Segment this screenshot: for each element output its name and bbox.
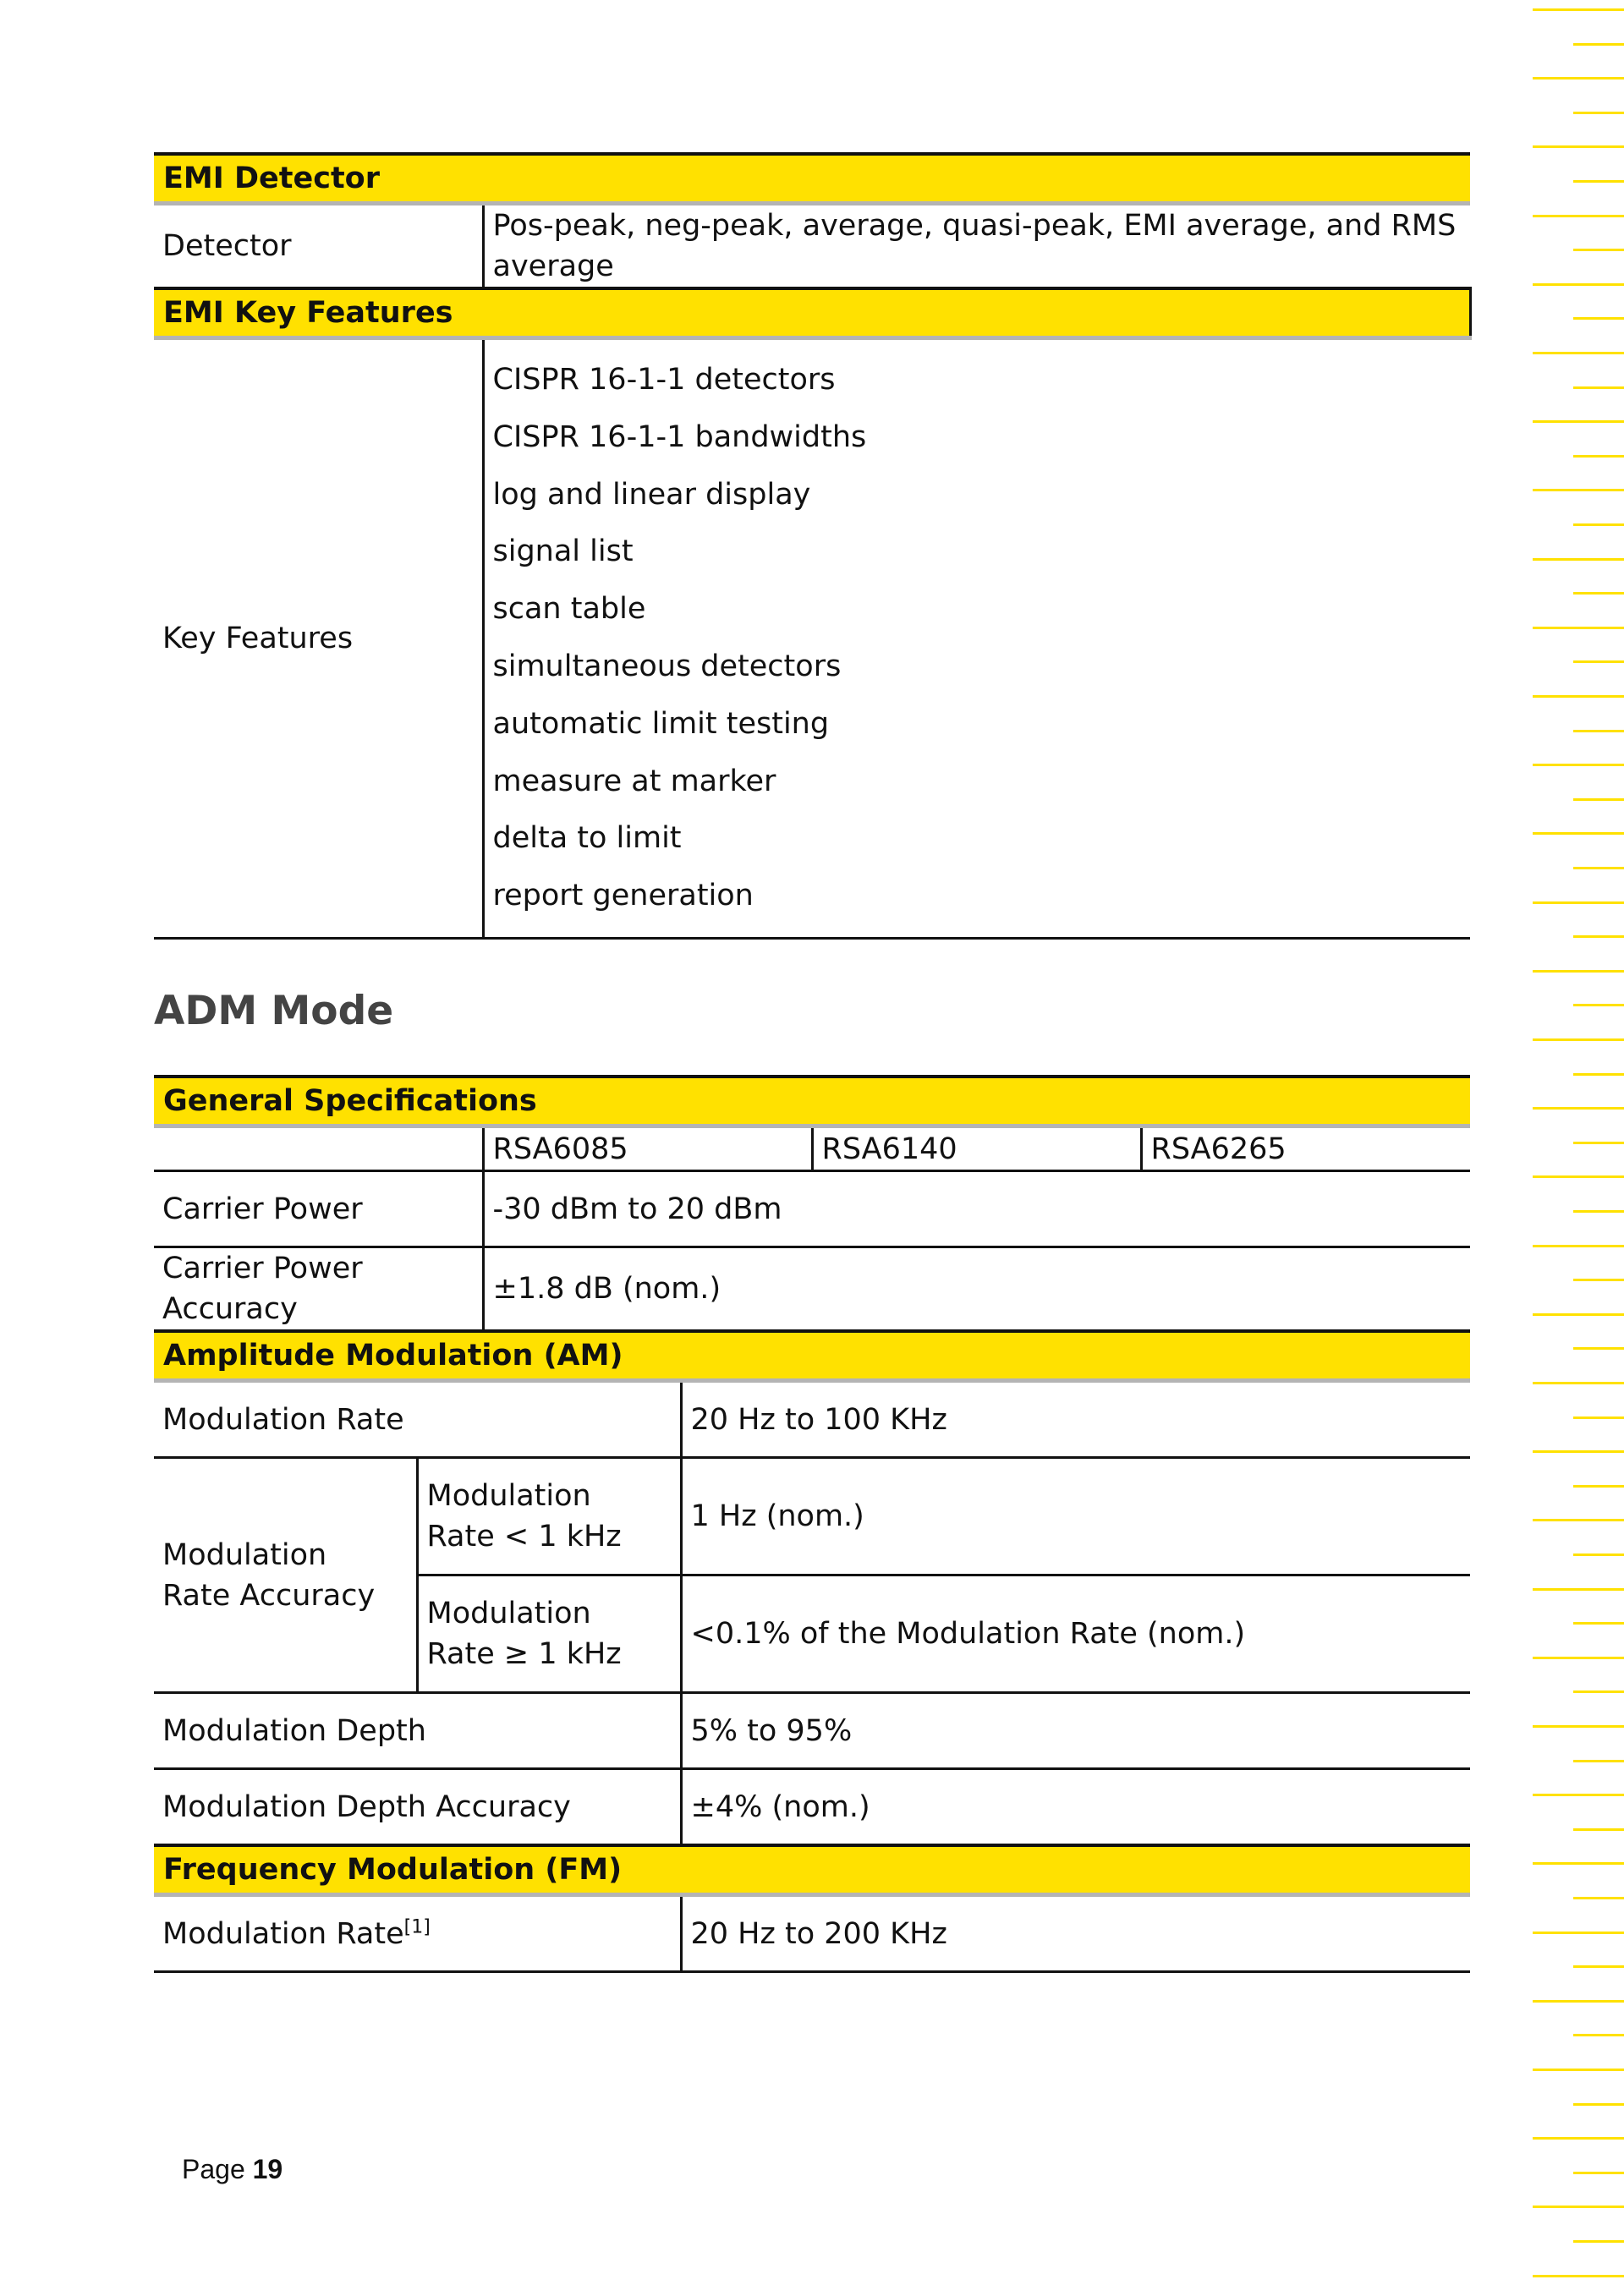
ruler-tick: [1573, 455, 1624, 458]
list-item: signal list: [492, 534, 634, 569]
emi-detector-header: EMI Detector: [154, 154, 1470, 204]
ruler-tick: [1573, 1760, 1624, 1762]
model-rsa6265: RSA6265: [1141, 1126, 1470, 1171]
fm-modulation-rate-label: [154, 1895, 681, 1972]
ruler-tick: [1573, 2034, 1624, 2036]
page-number-value: 19: [252, 2154, 283, 2184]
list-item: CISPR 16-1-1 bandwidths: [492, 419, 867, 454]
ruler-tick: [1533, 1862, 1624, 1865]
carrier-power-label: Carrier Power: [154, 1171, 483, 1247]
ruler-tick: [1533, 695, 1624, 698]
ruler-tick: [1573, 1417, 1624, 1419]
ruler-tick: [1533, 8, 1624, 11]
ruler-tick: [1573, 386, 1624, 389]
list-item: simultaneous detectors: [492, 649, 842, 683]
ruler-tick: [1573, 1347, 1624, 1350]
am-rate-high-value: <0.1% of the Modulation Rate (nom.): [681, 1575, 1470, 1693]
ruler-tick: [1573, 660, 1624, 663]
ruler-tick: [1533, 489, 1624, 491]
ruler-tick: [1573, 1965, 1624, 1968]
ruler-tick: [1533, 764, 1624, 766]
ruler-tick: [1573, 249, 1624, 251]
am-depth-label: Modulation Depth: [154, 1693, 681, 1769]
ruler-tick: [1573, 1622, 1624, 1625]
ruler-tick: [1533, 1588, 1624, 1591]
ruler-tick: [1533, 1245, 1624, 1247]
ruler-tick: [1573, 867, 1624, 869]
ruler-tick: [1533, 1450, 1624, 1453]
list-item: delta to limit: [492, 821, 682, 856]
key-features-list: [483, 338, 1470, 939]
am-rate-low-value: 1 Hz (nom.): [681, 1458, 1470, 1575]
ruler-tick: [1533, 2137, 1624, 2140]
section-title-adm-mode: ADM Mode: [154, 988, 394, 1034]
ruler-tick: [1573, 1004, 1624, 1006]
ruler-tick: [1573, 1553, 1624, 1556]
am-modulation-rate-value: 20 Hz to 100 KHz: [681, 1381, 1470, 1458]
am-rate-accuracy-text: Modulation Rate Accuracy: [162, 1537, 376, 1613]
am-depth-value: 5% to 95%: [681, 1693, 1470, 1769]
ruler-tick: [1533, 558, 1624, 561]
am-rate-accuracy-label: [154, 1458, 417, 1693]
ruler-tick: [1573, 935, 1624, 938]
ruler-tick: [1533, 2069, 1624, 2071]
ruler-tick: [1533, 145, 1624, 148]
ruler-tick: [1573, 2103, 1624, 2106]
model-rsa6140: RSA6140: [812, 1126, 1141, 1171]
am-rate-high-condition-text: Modulation Rate ≥ 1 kHz: [426, 1597, 622, 1671]
side-ruler: [1529, 0, 1624, 2296]
adm-spec-table: [154, 1075, 1470, 1973]
ruler-tick: [1533, 1794, 1624, 1796]
ruler-tick: [1533, 1175, 1624, 1178]
ruler-tick: [1533, 1107, 1624, 1110]
fm-header: Frequency Modulation (FM): [154, 1845, 1470, 1895]
ruler-tick: [1573, 523, 1624, 526]
ruler-tick: [1573, 798, 1624, 801]
ruler-tick: [1533, 1313, 1624, 1316]
ruler-tick: [1533, 832, 1624, 835]
am-rate-high-condition: [417, 1575, 681, 1693]
general-specifications-header: General Specifications: [154, 1077, 1470, 1126]
ruler-tick: [1533, 1725, 1624, 1728]
ruler-tick: [1533, 1038, 1624, 1041]
ruler-tick: [1533, 1932, 1624, 1934]
ruler-tick: [1573, 592, 1624, 595]
ruler-tick: [1533, 77, 1624, 79]
emi-spec-table: [154, 152, 1472, 940]
detector-label: Detector: [162, 229, 292, 263]
list-item: automatic limit testing: [492, 706, 830, 741]
ruler-tick: [1533, 2000, 1624, 2003]
page-label: Page: [182, 2154, 245, 2184]
ruler-tick: [1573, 2172, 1624, 2174]
model-rsa6085: RSA6085: [483, 1126, 812, 1171]
am-header: Amplitude Modulation (AM): [154, 1331, 1470, 1381]
page-number: [182, 2154, 283, 2185]
ruler-tick: [1573, 1897, 1624, 1899]
am-rate-low-condition: [417, 1458, 681, 1575]
ruler-tick: [1533, 352, 1624, 354]
footnote-ref: [1]: [403, 1915, 431, 1937]
am-depth-accuracy-label: Modulation Depth Accuracy: [162, 1789, 571, 1824]
ruler-tick: [1533, 283, 1624, 286]
carrier-power-value: -30 dBm to 20 dBm: [483, 1171, 1470, 1247]
carrier-power-accuracy-value: ±1.8 dB (nom.): [483, 1247, 1470, 1332]
ruler-tick: [1573, 2240, 1624, 2243]
list-item: report generation: [492, 879, 754, 913]
ruler-tick: [1533, 2206, 1624, 2208]
list-item: measure at marker: [492, 764, 776, 798]
ruler-tick: [1573, 1073, 1624, 1076]
ruler-tick: [1573, 1210, 1624, 1213]
am-modulation-rate-label: Modulation Rate: [154, 1381, 681, 1458]
ruler-tick: [1573, 317, 1624, 320]
list-item: scan table: [492, 592, 646, 627]
ruler-tick: [1573, 180, 1624, 183]
ruler-tick: [1573, 730, 1624, 732]
key-features-label: Key Features: [154, 338, 483, 939]
ruler-tick: [1573, 1690, 1624, 1693]
list-item: CISPR 16-1-1 detectors: [492, 363, 836, 397]
ruler-tick: [1573, 1142, 1624, 1144]
ruler-tick: [1533, 1382, 1624, 1384]
ruler-tick: [1533, 1519, 1624, 1521]
ruler-tick: [1573, 1279, 1624, 1281]
model-header-empty: [154, 1126, 483, 1171]
am-rate-low-condition-text: Modulation Rate < 1 kHz: [426, 1479, 622, 1553]
fm-modulation-rate-text: Modulation Rate: [162, 1916, 404, 1951]
ruler-tick: [1573, 1485, 1624, 1488]
ruler-tick: [1533, 2275, 1624, 2277]
ruler-tick: [1533, 420, 1624, 423]
ruler-tick: [1573, 1828, 1624, 1831]
ruler-tick: [1533, 1657, 1624, 1659]
ruler-tick: [1533, 901, 1624, 904]
carrier-power-accuracy-label: Carrier Power Accuracy: [162, 1252, 363, 1326]
ruler-tick: [1533, 970, 1624, 973]
ruler-tick: [1533, 215, 1624, 217]
ruler-tick: [1573, 112, 1624, 114]
detector-value: Pos-peak, neg-peak, average, quasi-peak, EMI average, and RMS average: [483, 204, 1470, 289]
fm-modulation-rate-value: 20 Hz to 200 KHz: [681, 1895, 1470, 1972]
emi-key-features-header: EMI Key Features: [154, 288, 1470, 338]
am-depth-accuracy-value: ±4% (nom.): [681, 1769, 1470, 1846]
ruler-tick: [1573, 43, 1624, 46]
list-item: log and linear display: [492, 477, 811, 512]
ruler-tick: [1533, 627, 1624, 629]
